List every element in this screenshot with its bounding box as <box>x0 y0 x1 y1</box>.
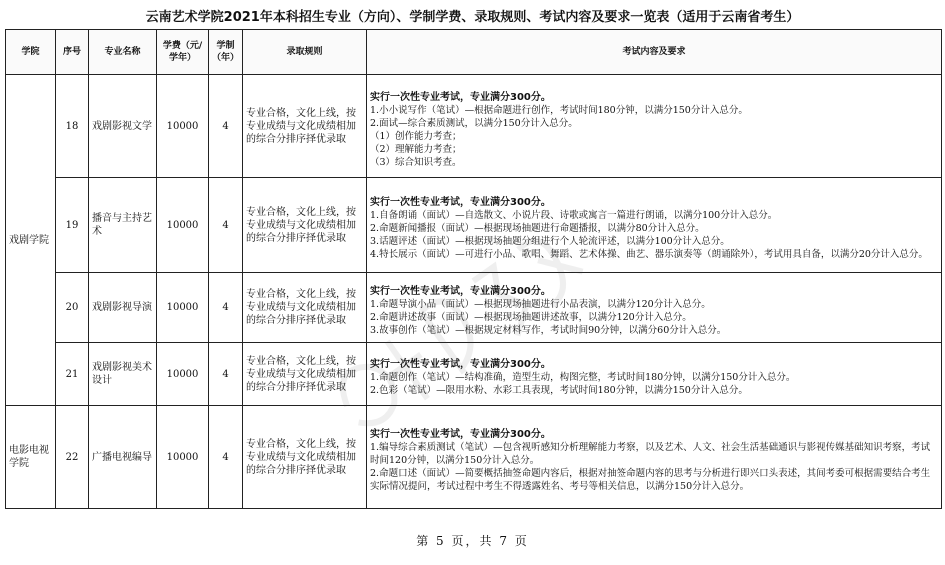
college-cell: 戏剧学院 <box>6 75 56 406</box>
exam-heading: 实行一次性专业考试，专业满分300分。 <box>370 359 551 370</box>
seq-cell: 20 <box>56 273 89 343</box>
years-cell: 4 <box>209 178 243 273</box>
seq-cell: 22 <box>56 406 89 509</box>
table-row <box>6 178 942 273</box>
years-cell: 4 <box>209 273 243 343</box>
exam-line: 1.编导综合素质测试（笔试）—包含视听感知分析理解能力考察，以及艺术、人文、社会生活基础通识与影视传媒基础知识考察，考试时间120分钟，以满分150分计入总分。 <box>370 442 931 466</box>
exam-line: 4.特长展示（面试）—可进行小品、歌唱、舞蹈、艺术体操、曲艺、器乐演奏等（朗诵除外），考试用具自备，以满分20分计入总分。 <box>370 249 928 260</box>
exam-line: 2.命题讲述故事（面试）—根据现场抽题讲述故事，以满分120分计入总分。 <box>370 312 692 323</box>
exam-line: 2.色彩（笔试）—限用水粉、水彩工具表现，考试时间180分钟，以满分150分计入总分。 <box>370 385 748 396</box>
header-seq: 序号 <box>56 30 89 75</box>
exam-line: 1.自备朗诵（面试）—自选散文、小说片段、诗歌或寓言一篇进行朗诵，以满分100分计入总分。 <box>370 210 778 221</box>
years-cell: 4 <box>209 406 243 509</box>
exam-line: 2.命题新闻播报（面试）—根据现场抽题进行命题播报，以满分80分计入总分。 <box>370 223 705 234</box>
fee-cell: 10000 <box>157 406 209 509</box>
major-cell: 戏剧影视美术设计 <box>89 343 157 406</box>
admission-table <box>5 29 942 509</box>
seq-cell: 19 <box>56 178 89 273</box>
exam-cell <box>367 273 942 343</box>
major-cell: 播音与主持艺术 <box>89 178 157 273</box>
years-cell: 4 <box>209 343 243 406</box>
fee-cell: 10000 <box>157 273 209 343</box>
header-duration: 学制（年） <box>209 30 243 75</box>
header-fee: 学费（元/学年） <box>157 30 209 75</box>
table-row <box>6 273 942 343</box>
major-cell: 广播电视编导 <box>89 406 157 509</box>
header-college: 学院 <box>6 30 56 75</box>
exam-cell <box>367 406 942 509</box>
exam-cell <box>367 343 942 406</box>
exam-line: 2.命题口述（面试）—简要概括抽签命题内容后，根据对抽签命题内容的思考与分析进行即兴口头表述，其间考委可根据需要结合考生实际情况提问，考试过程中考生不得透露姓名、考号等相关信息，以满分150分计入总分。 <box>370 468 931 492</box>
table-row <box>6 406 942 509</box>
table-row <box>6 75 942 178</box>
exam-heading: 实行一次性专业考试，专业满分300分。 <box>370 197 551 208</box>
years-cell: 4 <box>209 75 243 178</box>
exam-heading: 实行一次性专业考试，专业满分300分。 <box>370 286 551 297</box>
exam-line: （3）综合知识考查。 <box>370 156 462 168</box>
exam-cell <box>367 75 942 178</box>
exam-line: 3.故事创作（笔试）—根据规定材料写作，考试时间90分钟，以满分60分计入总分。 <box>370 325 727 336</box>
exam-line: 2.面试—综合素质测试，以满分150分计入总分。 <box>370 117 578 129</box>
page-footer: 第 5 页，共 7 页 <box>416 534 529 548</box>
exam-line: 1.命题创作（笔试）—结构准确，造型生动，构图完整，考试时间180分钟，以满分150分计入总分。 <box>370 372 796 383</box>
exam-line: （2）理解能力考查； <box>370 143 462 155</box>
header-rule: 录取规则 <box>243 30 367 75</box>
header-row <box>6 30 942 75</box>
exam-line: 1.命题导演小品（面试）—根据现场抽题进行小品表演，以满分120分计入总分。 <box>370 299 711 310</box>
exam-heading: 实行一次性专业考试，专业满分300分。 <box>370 429 551 440</box>
rule-cell: 专业合格，文化上线，按专业成绩与文化成绩相加的综合分排序择优录取 <box>243 343 367 406</box>
rule-cell: 专业合格，文化上线，按专业成绩与文化成绩相加的综合分排序择优录取 <box>243 406 367 509</box>
seq-cell: 18 <box>56 75 89 178</box>
college-cell: 电影电视学院 <box>6 406 56 509</box>
rule-cell: 专业合格，文化上线，按专业成绩与文化成绩相加的综合分排序择优录取 <box>243 75 367 178</box>
major-cell: 戏剧影视文学 <box>89 75 157 178</box>
exam-cell <box>367 178 942 273</box>
table-row <box>6 343 942 406</box>
fee-cell: 10000 <box>157 178 209 273</box>
fee-cell: 10000 <box>157 343 209 406</box>
header-major: 专业名称 <box>89 30 157 75</box>
rule-cell: 专业合格，文化上线，按专业成绩与文化成绩相加的综合分排序择优录取 <box>243 273 367 343</box>
page-title: 云南艺术学院2021年本科招生专业（方向）、学制学费、录取规则、考试内容及要求一览表（适用于云南省考生） <box>145 10 800 25</box>
exam-heading: 实行一次性专业考试，专业满分300分。 <box>370 91 551 103</box>
seq-cell: 21 <box>56 343 89 406</box>
major-cell: 戏剧影视导演 <box>89 273 157 343</box>
exam-line: 1.小小说写作（笔试）—根据命题进行创作，考试时间180分钟，以满分150分计入总分。 <box>370 104 748 116</box>
rule-cell: 专业合格，文化上线，按专业成绩与文化成绩相加的综合分排序择优录取 <box>243 178 367 273</box>
header-exam: 考试内容及要求 <box>367 30 942 75</box>
exam-line: （1）创作能力考查； <box>370 130 462 142</box>
fee-cell: 10000 <box>157 75 209 178</box>
exam-line: 3.话题评述（面试）—根据现场抽题分组进行个人轮流评述，以满分100分计入总分。 <box>370 236 730 247</box>
